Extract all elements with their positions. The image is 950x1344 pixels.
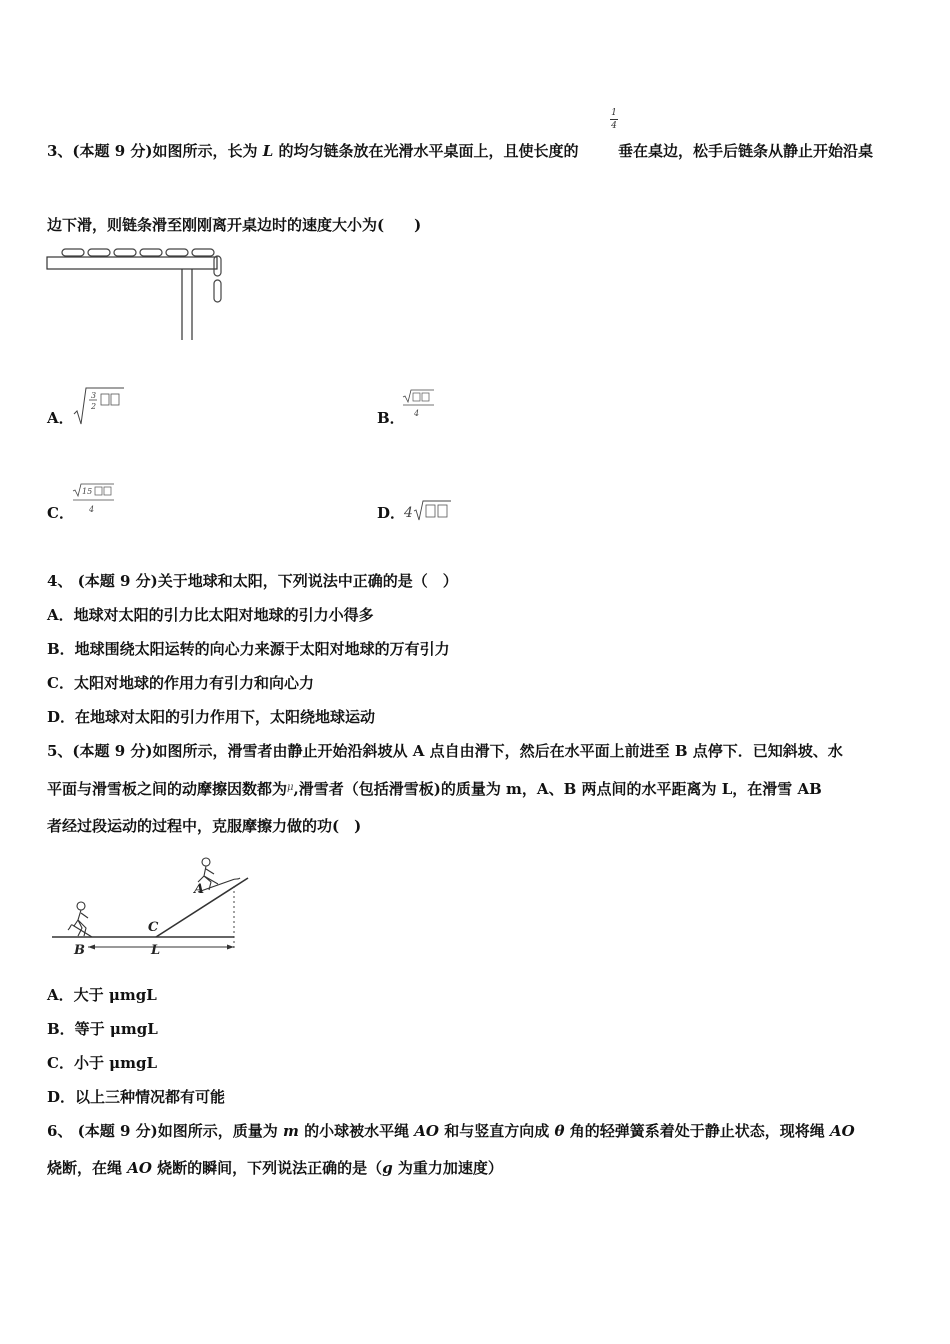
q3-option-b-math — [400, 388, 440, 420]
q3-a-den: 2 — [91, 402, 97, 411]
q5-line1: 5、(本题 9 分)如图所示，滑雪者由静止开始沿斜坡从 A 点自由滑下，然后在水平面上前进至 B 点停下．已知斜坡、水 — [47, 742, 843, 760]
q3-b-den: 4 — [414, 409, 420, 418]
chain-table-figure — [44, 244, 234, 344]
skier-slope-figure — [48, 848, 260, 970]
q4-stem: 4、 (本题 9 分)关于地球和太阳，下列说法中正确的是（ ） — [47, 572, 458, 590]
figure-label-l: L — [151, 943, 161, 958]
q3-option-c-label: C． — [47, 504, 74, 522]
q3-c-den: 4 — [89, 505, 95, 514]
q5-option-b: B．等于 μmgL — [47, 1020, 158, 1038]
q3-option-d-math — [403, 498, 453, 524]
q5-line3: 者经过段运动的过程中，克服摩擦力做的功( ) — [47, 817, 362, 835]
q4-option-a: A．地球对太阳的引力比太阳对地球的引力小得多 — [47, 606, 374, 624]
figure-label-a: A — [194, 882, 205, 897]
q3-line1: 3、(本题 9 分)如图所示，长为 L 的均匀链条放在光滑水平桌面上，且使长度的 — [47, 142, 579, 160]
q5-option-c: C．小于 μmgL — [47, 1054, 158, 1072]
q3-option-d-label: D． — [377, 504, 406, 522]
q3-option-b-label: B． — [377, 409, 405, 427]
chain-links-horizontal — [62, 249, 214, 256]
q3-c-num: 15 — [82, 487, 93, 496]
q3-quarter-fraction: 1 4 — [611, 108, 617, 131]
q3-a-num: 3 — [91, 391, 97, 400]
q3-option-c-math — [70, 482, 118, 516]
q3-option-a-label: A． — [47, 409, 74, 427]
skier-b-icon — [68, 902, 92, 937]
q5-option-d: D．以上三种情况都有可能 — [47, 1088, 226, 1106]
q6-line2: 烧断，在绳 AO 烧断的瞬间，下列说法正确的是（g 为重力加速度） — [47, 1159, 503, 1177]
q3-option-a-math — [72, 384, 128, 426]
figure-label-b: B — [74, 943, 85, 958]
mu-symbol: μ — [287, 782, 294, 793]
q4-option-c: C．太阳对地球的作用力有引力和向心力 — [47, 674, 314, 692]
q4-option-b: B．地球围绕太阳运转的向心力来源于太阳对地球的万有引力 — [47, 640, 450, 658]
q3-line1-tail: 垂在桌边，松手后链条从静止开始沿桌 — [618, 142, 874, 160]
q3-line2: 边下滑，则链条滑至刚刚离开桌边时的速度大小为( ) — [47, 216, 422, 234]
q3-d-coef: 4 — [404, 505, 413, 521]
figure-label-c: C — [148, 920, 159, 935]
q5-line2: 平面与滑雪板之间的动摩擦因数都为$^\mu$,滑雪者（包括滑雪板)的质量为 m，A、B 两点间的水平距离为 L，在滑雪 AB — [47, 780, 822, 798]
q4-option-d: D．在地球对太阳的引力作用下，太阳绕地球运动 — [47, 708, 376, 726]
q5-option-a: A．大于 μmgL — [47, 986, 157, 1004]
q6-line1: 6、 (本题 9 分)如图所示，质量为 m 的小球被水平绳 AO 和与竖直方向成 θ 角的轻弹簧系着处于静止状态，现将绳 AO — [47, 1122, 855, 1140]
